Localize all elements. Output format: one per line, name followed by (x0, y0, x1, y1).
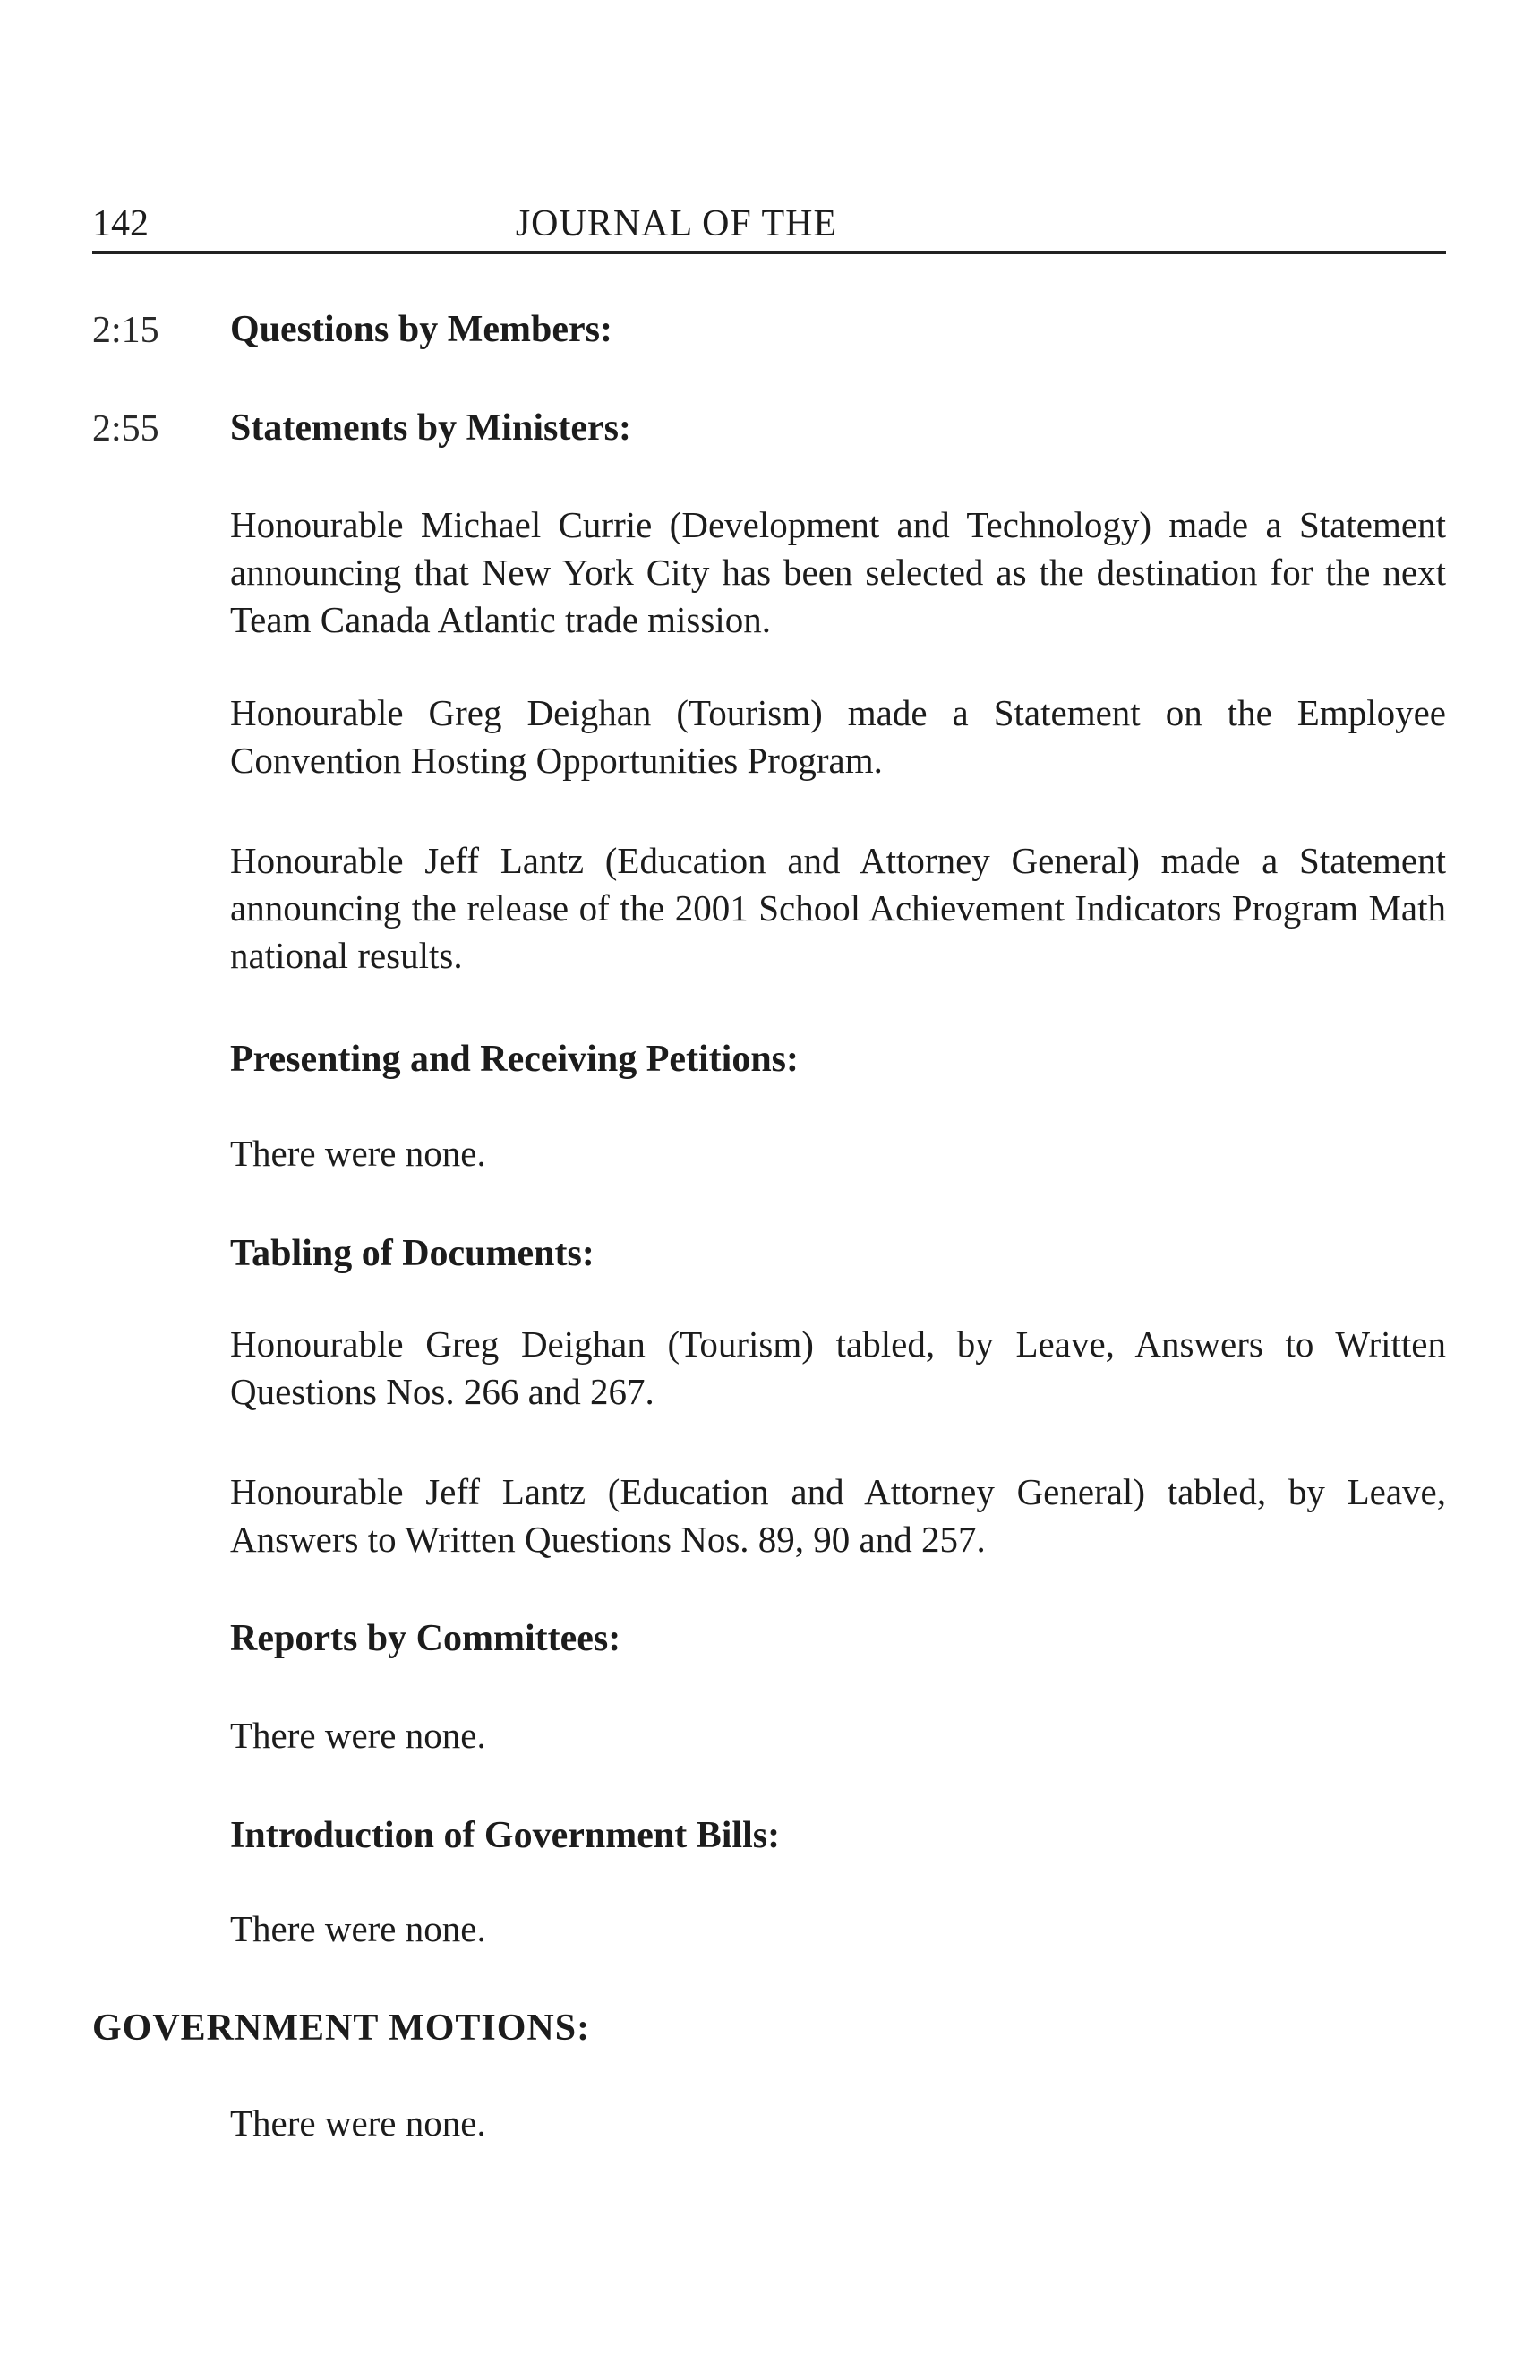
section-text: There were none. (230, 2102, 486, 2144)
entry-time: 2:55 (92, 408, 159, 449)
entry-time: 2:15 (92, 310, 159, 351)
statement-paragraph: Honourable Greg Deighan (Tourism) made a Statement on the Employee Convention Hosting Opportunities Program. (230, 692, 1446, 781)
section-heading-bills: Introduction of Government Bills: (230, 1815, 781, 1856)
statement-paragraph: Honourable Michael Currie (Development and Technology) made a Statement announcing that New York City has been selected as the destination for the next Team Canada Atlantic trade mission. (230, 504, 1446, 640)
section-heading-motions: GOVERNMENT MOTIONS: (92, 2008, 591, 2049)
section-heading-petitions: Presenting and Receiving Petitions: (230, 1039, 800, 1080)
section-heading-tabling: Tabling of Documents: (230, 1233, 595, 1274)
section-text: There were none. (230, 1908, 486, 1949)
page-number: 142 (92, 203, 149, 244)
tabling-paragraph: Honourable Greg Deighan (Tourism) tabled, by Leave, Answers to Written Questions Nos. 266 and 267. (230, 1323, 1446, 1412)
running-head: JOURNAL OF THE (515, 203, 838, 244)
page-header (92, 195, 1446, 254)
section-heading-statements: Statements by Ministers: (230, 407, 631, 449)
section-heading-questions: Questions by Members: (230, 309, 612, 350)
section-text: There were none. (230, 1715, 486, 1756)
section-heading-committees: Reports by Committees: (230, 1618, 621, 1659)
section-text: There were none. (230, 1133, 486, 1174)
statement-paragraph: Honourable Jeff Lantz (Education and Attorney General) made a Statement announcing the release of the 2001 School Achievement Indicators Program Math national results. (230, 840, 1446, 976)
tabling-paragraph: Honourable Jeff Lantz (Education and Attorney General) tabled, by Leave, Answers to Written Questions Nos. 89, 90 and 257. (230, 1471, 1446, 1560)
